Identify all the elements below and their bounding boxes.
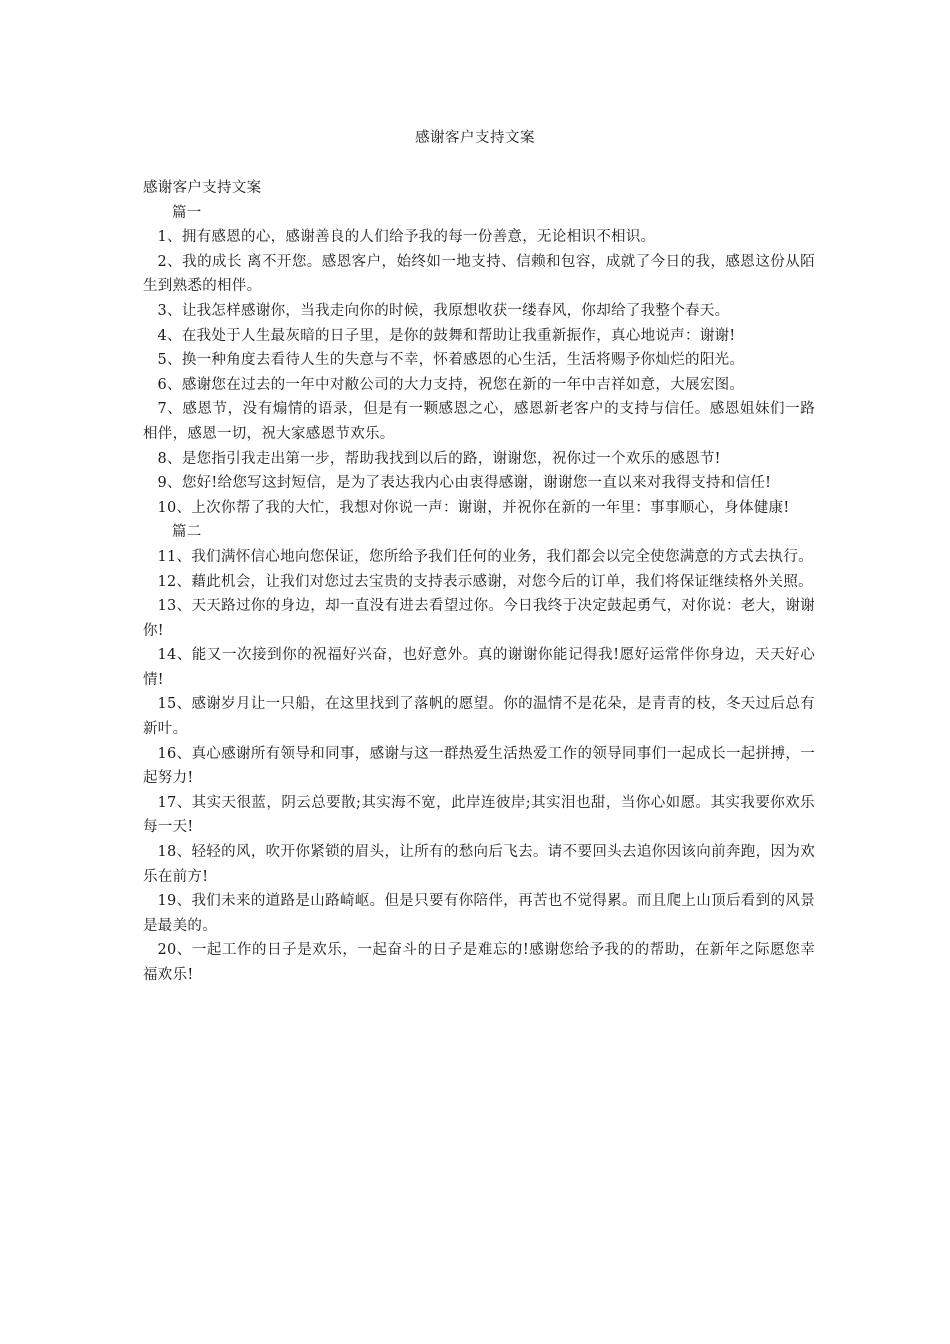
section-heading-1: 篇一 [172,204,202,221]
document-title: 感谢客户支持文案 [415,130,535,146]
list-item: 16、真心感谢所有领导和同事，感谢与这一群热爱生活热爱工作的领导同事们一起成长一起拼搏，一起努力! [143,745,815,787]
list-item: 2、我的成长 离不开您。感恩客户，始终如一地支持、信赖和包容，成就了今日的我，感恩这份从陌生到熟悉的相伴。 [143,253,815,295]
list-item: 6、感谢您在过去的一年中对敝公司的大力支持，祝您在新的一年中吉祥如意，大展宏图。 [157,376,745,393]
list-item: 9、您好!给您写这封短信，是为了表达我内心由衷得感谢，谢谢您一直以来对我得支持和信任! [157,475,772,492]
list-item: 3、让我怎样感谢你，当我走向你的时候，我原想收获一缕春风，你却给了我整个春天。 [157,302,730,319]
list-item: 18、轻轻的风，吹开你紧锁的眉头，让所有的愁向后飞去。请不要回头去追你因该向前奔跑，因为欢乐在前方! [143,844,815,885]
list-item: 19、我们未来的道路是山路崎岖。但是只要有你陪伴，再苦也不觉得累。而且爬上山顶后看到的风景是最美的。 [143,893,815,934]
list-item: 15、感谢岁月让一只船，在这里找到了落帆的愿望。你的温情不是花朵，是青青的枝，冬天过后总有新叶。 [143,696,815,738]
list-item: 20、一起工作的日子是欢乐，一起奋斗的日子是难忘的!感谢您给予我的的帮助，在新年之际愿您幸福欢乐! [143,942,815,983]
list-item: 5、换一种角度去看待人生的失意与不幸，怀着感恩的心生活，生活将赐予你灿烂的阳光。 [157,352,745,369]
list-item: 10、上次你帮了我的大忙，我想对你说一声：谢谢，并祝你在新的一年里：事事顺心，身体健康! [157,499,790,516]
list-item: 8、是您指引我走出第一步，帮助我找到以后的路，谢谢您，祝你过一个欢乐的感恩节! [157,450,721,467]
list-item: 4、在我处于人生最灰暗的日子里，是你的鼓舞和帮助让我重新振作，真心地说声：谢谢! [157,327,736,344]
list-item: 14、能又一次接到你的祝福好兴奋，也好意外。真的谢谢你能记得我!愿好运常伴你身边，天天好心情! [143,647,815,688]
document-subtitle: 感谢客户支持文案 [143,180,262,196]
list-item: 12、藉此机会，让我们对您过去宝贵的支持表示感谢，对您今后的订单，我们将保证继续格外关照。 [157,573,813,590]
document-body [143,176,815,988]
section-heading-2: 篇二 [172,524,202,541]
list-item: 17、其实天很蓝，阴云总要散;其实海不宽，此岸连彼岸;其实泪也甜，当你心如愿。其实我要你欢乐每一天! [143,794,815,836]
list-item: 1、拥有感恩的心，感谢善良的人们给予我的每一份善意，无论相识不相识。 [157,229,656,246]
list-item: 13、天天路过你的身边，却一直没有进去看望过你。今日我终于决定鼓起勇气，对你说：老大，谢谢你! [143,598,815,639]
list-item: 11、我们满怀信心地向您保证，您所给予我们任何的业务，我们都会以完全使您满意的方式去执行。 [157,548,813,565]
list-item: 7、感恩节，没有煽情的语录，但是有一颗感恩之心，感恩新老客户的支持与信任。感恩姐妹们一路相伴，感恩一切，祝大家感恩节欢乐。 [143,401,815,442]
